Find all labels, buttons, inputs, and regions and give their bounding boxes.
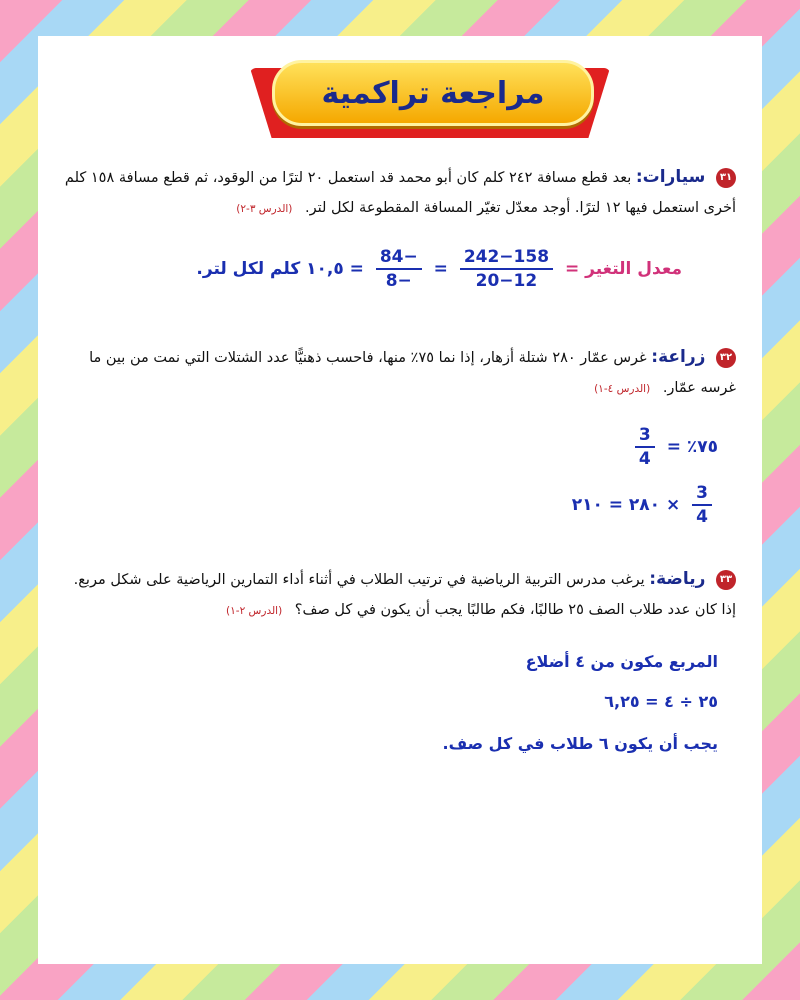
question-text-line1: يرغب مدرس التربية الرياضية في ترتيب الطلاب في أثناء أداء التمارين الرياضية على شكل مربع. <box>73 572 645 588</box>
fraction-three-quarters <box>692 482 712 528</box>
fraction-2 <box>376 246 422 292</box>
rate-result: = ١٠,٥ كلم لكل لتر. <box>196 259 364 279</box>
question-number: ٣٢ <box>716 348 736 368</box>
fraction-denominator: 4 <box>696 507 708 527</box>
banner-pill <box>272 60 594 126</box>
answer-33-line1: المربع مكون من ٤ أضلاع <box>525 652 718 671</box>
question-32 <box>56 342 736 404</box>
question-topic: رياضة: <box>649 569 706 589</box>
question-number: ٣٣ <box>716 570 736 590</box>
question-text-line2: أخرى استعمل فيها ١٢ لترًا. أوجد معدّل تغيّر المسافة المقطوعة لكل لتر. <box>305 200 736 216</box>
fraction-numerator: 3 <box>635 424 655 448</box>
question-number: ٣١ <box>716 168 736 188</box>
question-text-line2: إذا كان عدد طلاب الصف ٢٥ طالبًا، فكم طالبًا يجب أن يكون في كل صف؟ <box>294 602 736 618</box>
lesson-reference: (الدرس ٣-٢) <box>236 203 293 215</box>
rate-label: معدل التغير = <box>564 259 682 279</box>
percent-equation: ٧٥٪ = <box>666 437 718 457</box>
question-33 <box>56 564 736 626</box>
question-topic: سيارات: <box>635 167 706 187</box>
fraction-three-quarters <box>635 424 655 470</box>
answer-32-line2 <box>572 482 718 528</box>
question-31 <box>56 162 736 224</box>
question-text-line1: بعد قطع مسافة ٢٤٢ كلم كان أبو محمد قد استعمل ٢٠ لترًا من الوقود، ثم قطع مسافة ١٥٨ كلم <box>64 170 632 186</box>
question-text-line2: غرسه عمّار. <box>662 380 736 396</box>
fraction-denominator: 4 <box>638 449 651 469</box>
answer-33-line3: يجب أن يكون ٦ طلاب في كل صف. <box>442 734 718 753</box>
page-title: مراجعة تراكمية <box>321 75 545 111</box>
page-sheet <box>38 36 762 964</box>
title-banner <box>250 58 610 144</box>
question-topic: زراعة: <box>651 347 706 367</box>
product-result: × ٢٨٠ = ٢١٠ <box>571 495 681 515</box>
lesson-reference: (الدرس ٤-١) <box>594 383 651 395</box>
fraction-numerator: 3 <box>692 482 712 506</box>
fraction-1-numerator: 242−158 <box>460 246 553 270</box>
fraction-1 <box>460 246 553 292</box>
fraction-1-denominator: 20−12 <box>475 271 538 291</box>
question-text-line1: غرس عمّار ٢٨٠ شتلة أزهار، إذا نما ٧٥٪ منها، فاحسب ذهنيًّا عدد الشتلات التي نمت من بين ما <box>89 350 647 366</box>
answer-31 <box>196 246 682 292</box>
fraction-2-denominator: 8− <box>385 271 412 291</box>
equals-sign: = <box>433 259 448 279</box>
answer-32-line1 <box>629 424 718 470</box>
answer-33-line2: ٢٥ ÷ ٤ = ٦,٢٥ <box>604 692 718 711</box>
lesson-reference: (الدرس ٢-١) <box>226 605 283 617</box>
fraction-2-numerator: 84− <box>376 246 422 270</box>
